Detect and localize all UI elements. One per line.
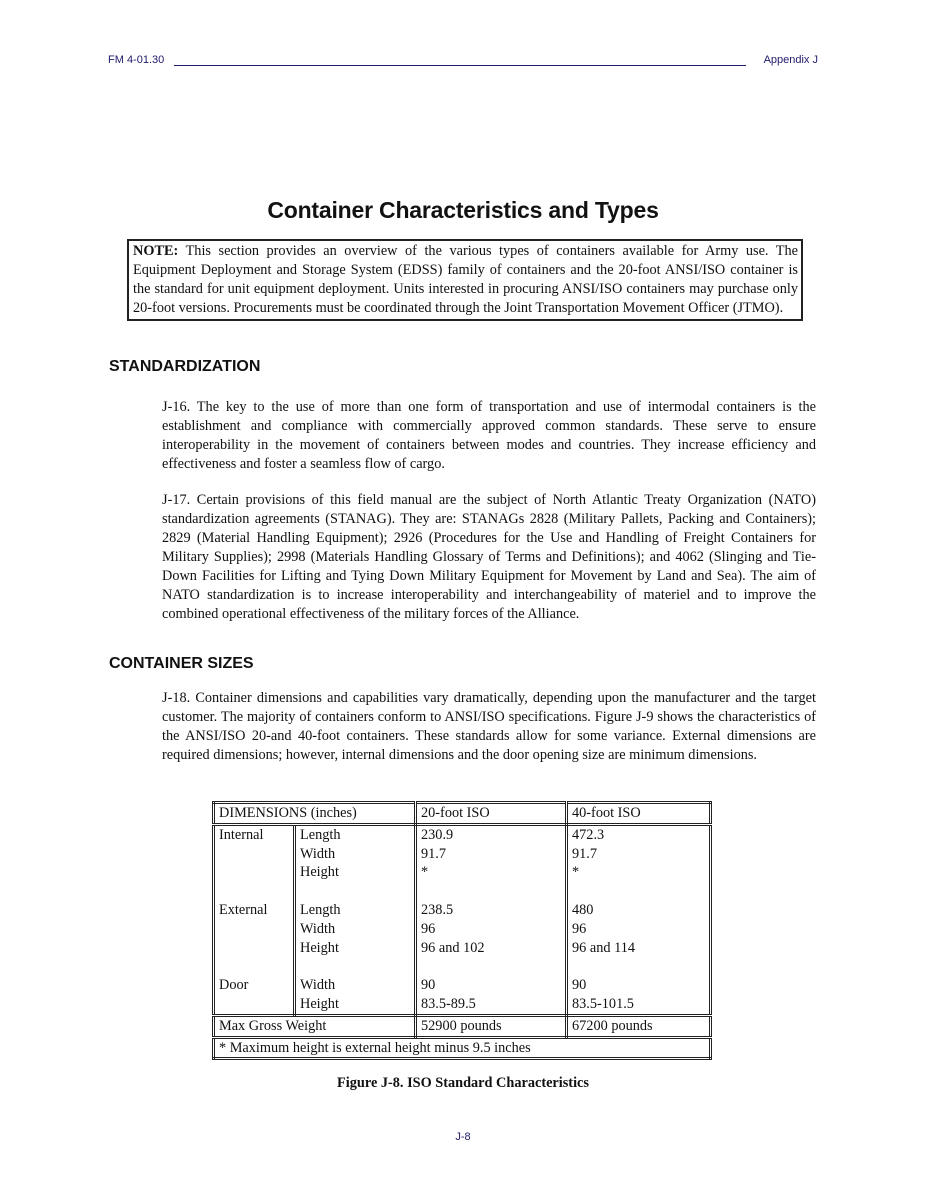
group-door: Door	[219, 977, 249, 994]
value-20ft: 90	[421, 977, 436, 994]
group-external: External	[219, 901, 268, 918]
table-dimension-rows	[214, 824, 711, 1015]
page-number: J-8	[455, 1131, 471, 1143]
header-dimensions: DIMENSIONS (inches)	[214, 803, 416, 825]
value-40ft: 480	[572, 901, 594, 918]
table-header-row	[214, 803, 711, 825]
group-internal: Internal	[219, 826, 264, 843]
weight-20ft: 52900 pounds	[416, 1015, 567, 1037]
footnote-row	[214, 1037, 711, 1059]
value-40ft: *	[572, 864, 580, 881]
weight-row	[214, 1015, 711, 1037]
dim-label: Width	[300, 920, 336, 937]
table-footnote: * Maximum height is external height minus 9.5 inches	[219, 1039, 531, 1056]
dim-label: Height	[300, 995, 339, 1012]
dim-label: Height	[300, 939, 339, 956]
header-manual-id: FM 4-01.30	[108, 54, 165, 66]
note-text: This section provides an overview of the various types of containers available for Army use. The Equipment Deployment and Storage System (EDSS) family of containers and the 20-foot ANSI/ISO container is the standard for unit equipment deployment. Units interested in procuring ANSI/ISO containers may purchase only 20-foot versions. Procurements must be coordinated through the Joint Transportation Movement Officer (JTMO).	[133, 243, 799, 316]
page-title: Container Characteristics and Types	[267, 197, 659, 223]
value-20ft: 83.5-89.5	[421, 995, 476, 1012]
header-40ft: 40-foot ISO	[567, 803, 711, 825]
note-box	[127, 239, 803, 321]
value-20ft: 96 and 102	[421, 939, 485, 956]
paragraph-j17: J-17. Certain provisions of this field manual are the subject of North Atlantic Treaty Organization (NATO) standardization agreements (STANAG). They are: STANAGs 2828 (Military Pallets, Packing and Containers); 2829 (Material Handling Equipment); 2926 (Procedures for the Use and Handling of Freight Containers for Military Supplies); 2998 (Materials Handling Glossary of Terms and Definitions); and 4062 (Slinging and Tie-Down Facilities for Lifting and Tying Down Military Equipment for Movement by Land and Sea). The aim of NATO standardization is to increase interoperability and interchangeability of materiel and to improve the combined operational effectiveness of the military forces of the Alliance.	[162, 492, 816, 622]
value-40ft: 96	[572, 920, 587, 937]
dim-label: Length	[300, 826, 341, 843]
running-header	[108, 54, 818, 70]
iso-characteristics-table	[212, 801, 712, 1060]
header-20ft: 20-foot ISO	[416, 803, 567, 825]
note-label: NOTE:	[133, 243, 179, 259]
value-40ft: 472.3	[572, 826, 605, 843]
dim-label: Width	[300, 845, 336, 862]
paragraph-j18: J-18. Container dimensions and capabilities vary dramatically, depending upon the manufacturer and the target customer. The majority of containers conform to ANSI/ISO specifications. Figure J-9 shows the characteristics of the ANSI/ISO 20-and 40-foot containers. These standards allow for some variance. External dimensions are required dimensions; however, internal dimensions and the door opening size are minimum dimensions.	[162, 690, 816, 763]
value-20ft: 91.7	[421, 845, 447, 862]
value-20ft: 96	[421, 920, 436, 937]
standardization-heading: STANDARDIZATION	[109, 358, 261, 375]
dim-label: Height	[300, 864, 339, 881]
container-sizes-heading: CONTAINER SIZES	[109, 655, 254, 672]
value-20ft: 238.5	[421, 901, 454, 918]
value-40ft: 83.5-101.5	[572, 995, 634, 1012]
paragraph-j16: J-16. The key to the use of more than one form of transportation and use of intermodal containers is the establishment and compliance with commercially approved common standards. These serve to ensure interoperability in the movement of containers between modes and countries. They increase efficiency and effectiveness and foster a seamless flow of cargo.	[162, 399, 816, 472]
dim-label: Width	[300, 977, 336, 994]
value-40ft: 90	[572, 977, 587, 994]
weight-40ft: 67200 pounds	[567, 1015, 711, 1037]
header-rule	[174, 65, 746, 66]
dim-label: Length	[300, 901, 341, 918]
weight-label: Max Gross Weight	[214, 1015, 416, 1037]
value-20ft: *	[421, 864, 429, 881]
dimension-labels	[295, 824, 416, 1015]
group-labels	[214, 824, 295, 1015]
value-20ft: 230.9	[421, 826, 454, 843]
values-20ft	[416, 824, 567, 1015]
value-40ft: 96 and 114	[572, 939, 636, 956]
value-40ft: 91.7	[572, 845, 598, 862]
figure-caption: Figure J-8. ISO Standard Characteristics	[337, 1075, 589, 1091]
values-40ft	[567, 824, 711, 1015]
header-appendix: Appendix J	[763, 54, 818, 66]
